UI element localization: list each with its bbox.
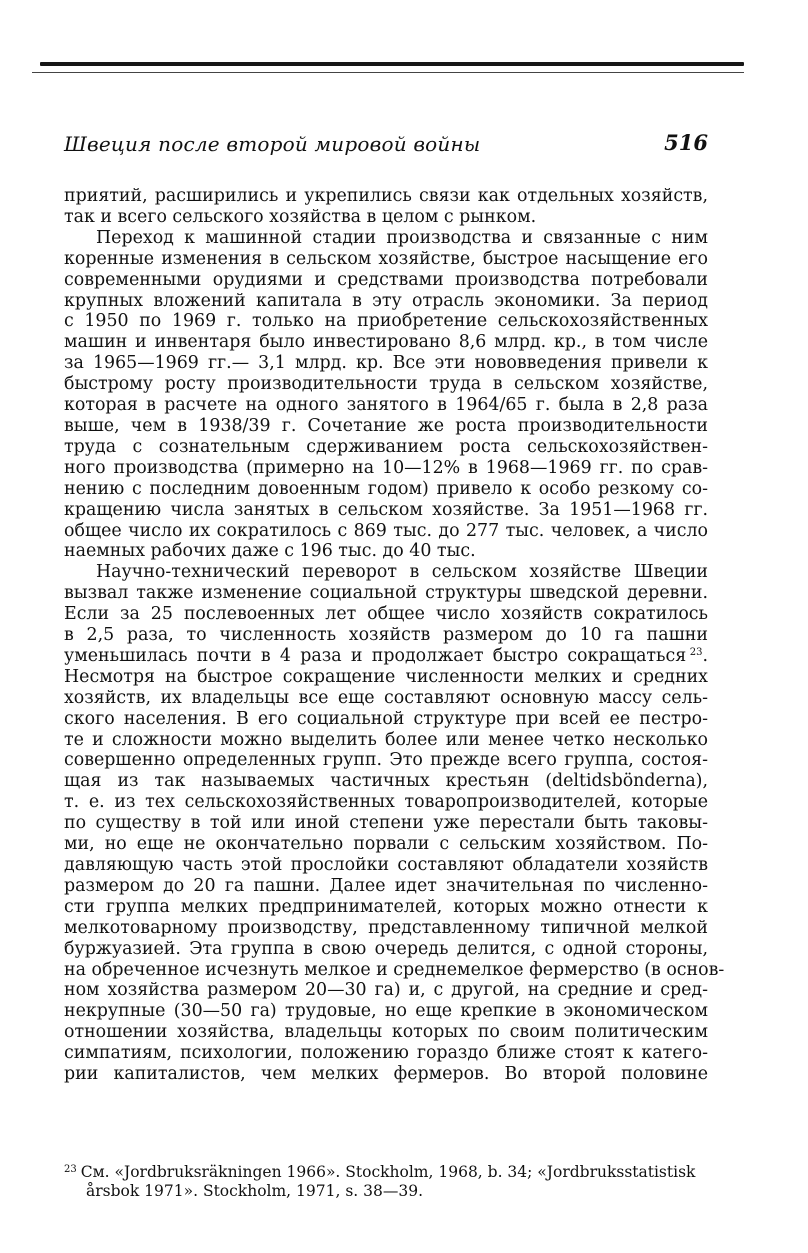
text-line: те и сложности можно выделить более или менее четко несколько [64, 729, 708, 750]
text-line: сти группа мелких предпринимателей, которых можно отнести к [64, 896, 708, 917]
running-head [64, 132, 708, 162]
footnote [64, 1160, 708, 1201]
text-line: кращению числа занятых в сельском хозяйстве. За 1951—1968 гг. [64, 499, 708, 520]
text-line: Научно-технический переворот в сельском хозяйстве Швеции [96, 562, 708, 583]
text-line: хозяйств, их владельцы все еще составляют основную массу сель- [64, 687, 708, 708]
text-line: современными орудиями и средствами производства потребовали [64, 269, 708, 290]
text-line: которая в расчете на одного занятого в 1964/65 г. была в 2,8 раза [64, 395, 708, 416]
text-line: Несмотря на быстрое сокращение численности мелких и средних [64, 666, 708, 687]
running-title: Швеция после второй мировой войны [64, 132, 481, 156]
footnote-line: årsbok 1971». Stockholm, 1971, s. 38—39. [86, 1182, 424, 1200]
text-line: крупных вложений капитала в эту отрасль экономики. За период [64, 290, 708, 311]
text-line: ми, но еще не окончательно порвали с сельским хозяйством. По- [64, 834, 708, 855]
text-line: отношении хозяйства, владельцы которых по своим политическим [64, 1022, 708, 1043]
text-line: ного производства (примерно на 10—12% в 1968—1969 гг. по срав- [64, 457, 708, 478]
text-line: совершенно определенных групп. Это прежде всего группа, состоя- [64, 750, 708, 771]
text-line: за 1965—1969 гг.— 3,1 млрд. кр. Все эти нововведения привели к [64, 353, 708, 374]
text-line: вызвал также изменение социальной структуры шведской деревни. [64, 583, 708, 604]
text-line: приятий, расширились и укрепились связи как отдельных хозяйств, [64, 186, 708, 206]
text-line: щая из так называемых частичных крестьян (deltidsbönderna), [64, 771, 708, 792]
footnote-text: См. «Jordbruksräkningen 1966». Stockholm, 1968, b. 34; «Jordbruksstatistisk [80, 1163, 696, 1181]
body-text [64, 186, 725, 1085]
text-line: мелкотоварному производству, представленному типичной мелкой [64, 917, 708, 938]
text-line: с 1950 по 1969 г. только на приобретение сельскохозяйственных [64, 311, 708, 332]
top-rule [40, 62, 744, 66]
text-line: выше, чем в 1938/39 г. Сочетание же роста производительности [64, 415, 708, 436]
text-line: коренные изменения в сельском хозяйстве, быстрое насыщение его [64, 248, 708, 269]
text-line: нению с последним довоенным годом) привело к особо резкому со- [64, 478, 708, 499]
text-line: т. е. из тех сельскохозяйственных товаропроизводителей, которые [64, 792, 708, 813]
text-line: труда с сознательным сдерживанием роста сельскохозяйствен- [64, 436, 708, 457]
footnote-ref: 23 [689, 646, 703, 658]
text-line: ского населения. В его социальной структуре при всей ее пестро- [64, 708, 708, 729]
text-line: размером до 20 га пашни. Далее идет значительная по численно- [64, 875, 708, 896]
footnote-line [64, 1160, 708, 1182]
text-line: машин и инвентаря было инвестировано 8,6 млрд. кр., в том числе [64, 332, 708, 353]
text-line: так и всего сельского хозяйства в целом с рынком. [64, 206, 537, 227]
text-line: уменьшилась почти в 4 раза и продолжает быстро сокращаться $^{23}$. [64, 645, 708, 666]
top-rule-thin [32, 72, 744, 73]
text-line: Если за 25 послевоенных лет общее число хозяйств сократилось [64, 604, 708, 625]
page-number: 516 [664, 130, 708, 155]
text-line: буржуазией. Эта группа в свою очередь делится, с одной стороны, [64, 938, 708, 959]
text-line: некрупные (30—50 га) трудовые, но еще крепкие в экономическом [64, 1001, 708, 1022]
text-line: в 2,5 раза, то численность хозяйств размером до 10 га пашни [64, 625, 708, 646]
text-line: по существу в той или иной степени уже перестали быть таковы- [64, 813, 708, 834]
text-line-content: уменьшилась почти в 4 раза и продолжает быстро сокращаться [64, 645, 687, 666]
text-line: на обреченное исчезнуть мелкое и среднемелкое фермерство (в основ- [64, 959, 725, 980]
text-line: давляющую часть этой прослойки составляют обладатели хозяйств [64, 855, 708, 875]
text-line: общее число их сократилось с 869 тыс. до 277 тыс. человек, а число [64, 520, 708, 541]
text-line: Переход к машинной стадии производства и связанные с ним [96, 227, 708, 248]
text-line: рии капиталистов, чем мелких фермеров. Во второй половине [64, 1064, 708, 1085]
text-line: наемных рабочих даже с 196 тыс. до 40 тыс. [64, 541, 476, 562]
footnote-marker: 23 [64, 1164, 77, 1175]
text-line: симпатиям, психологии, положению гораздо ближе стоят к катего- [64, 1043, 708, 1064]
text-line: быстрому росту производительности труда в сельском хозяйстве, [64, 374, 708, 395]
text-line: ном хозяйства размером 20—30 га) и, с другой, на средние и сред- [64, 980, 708, 1001]
